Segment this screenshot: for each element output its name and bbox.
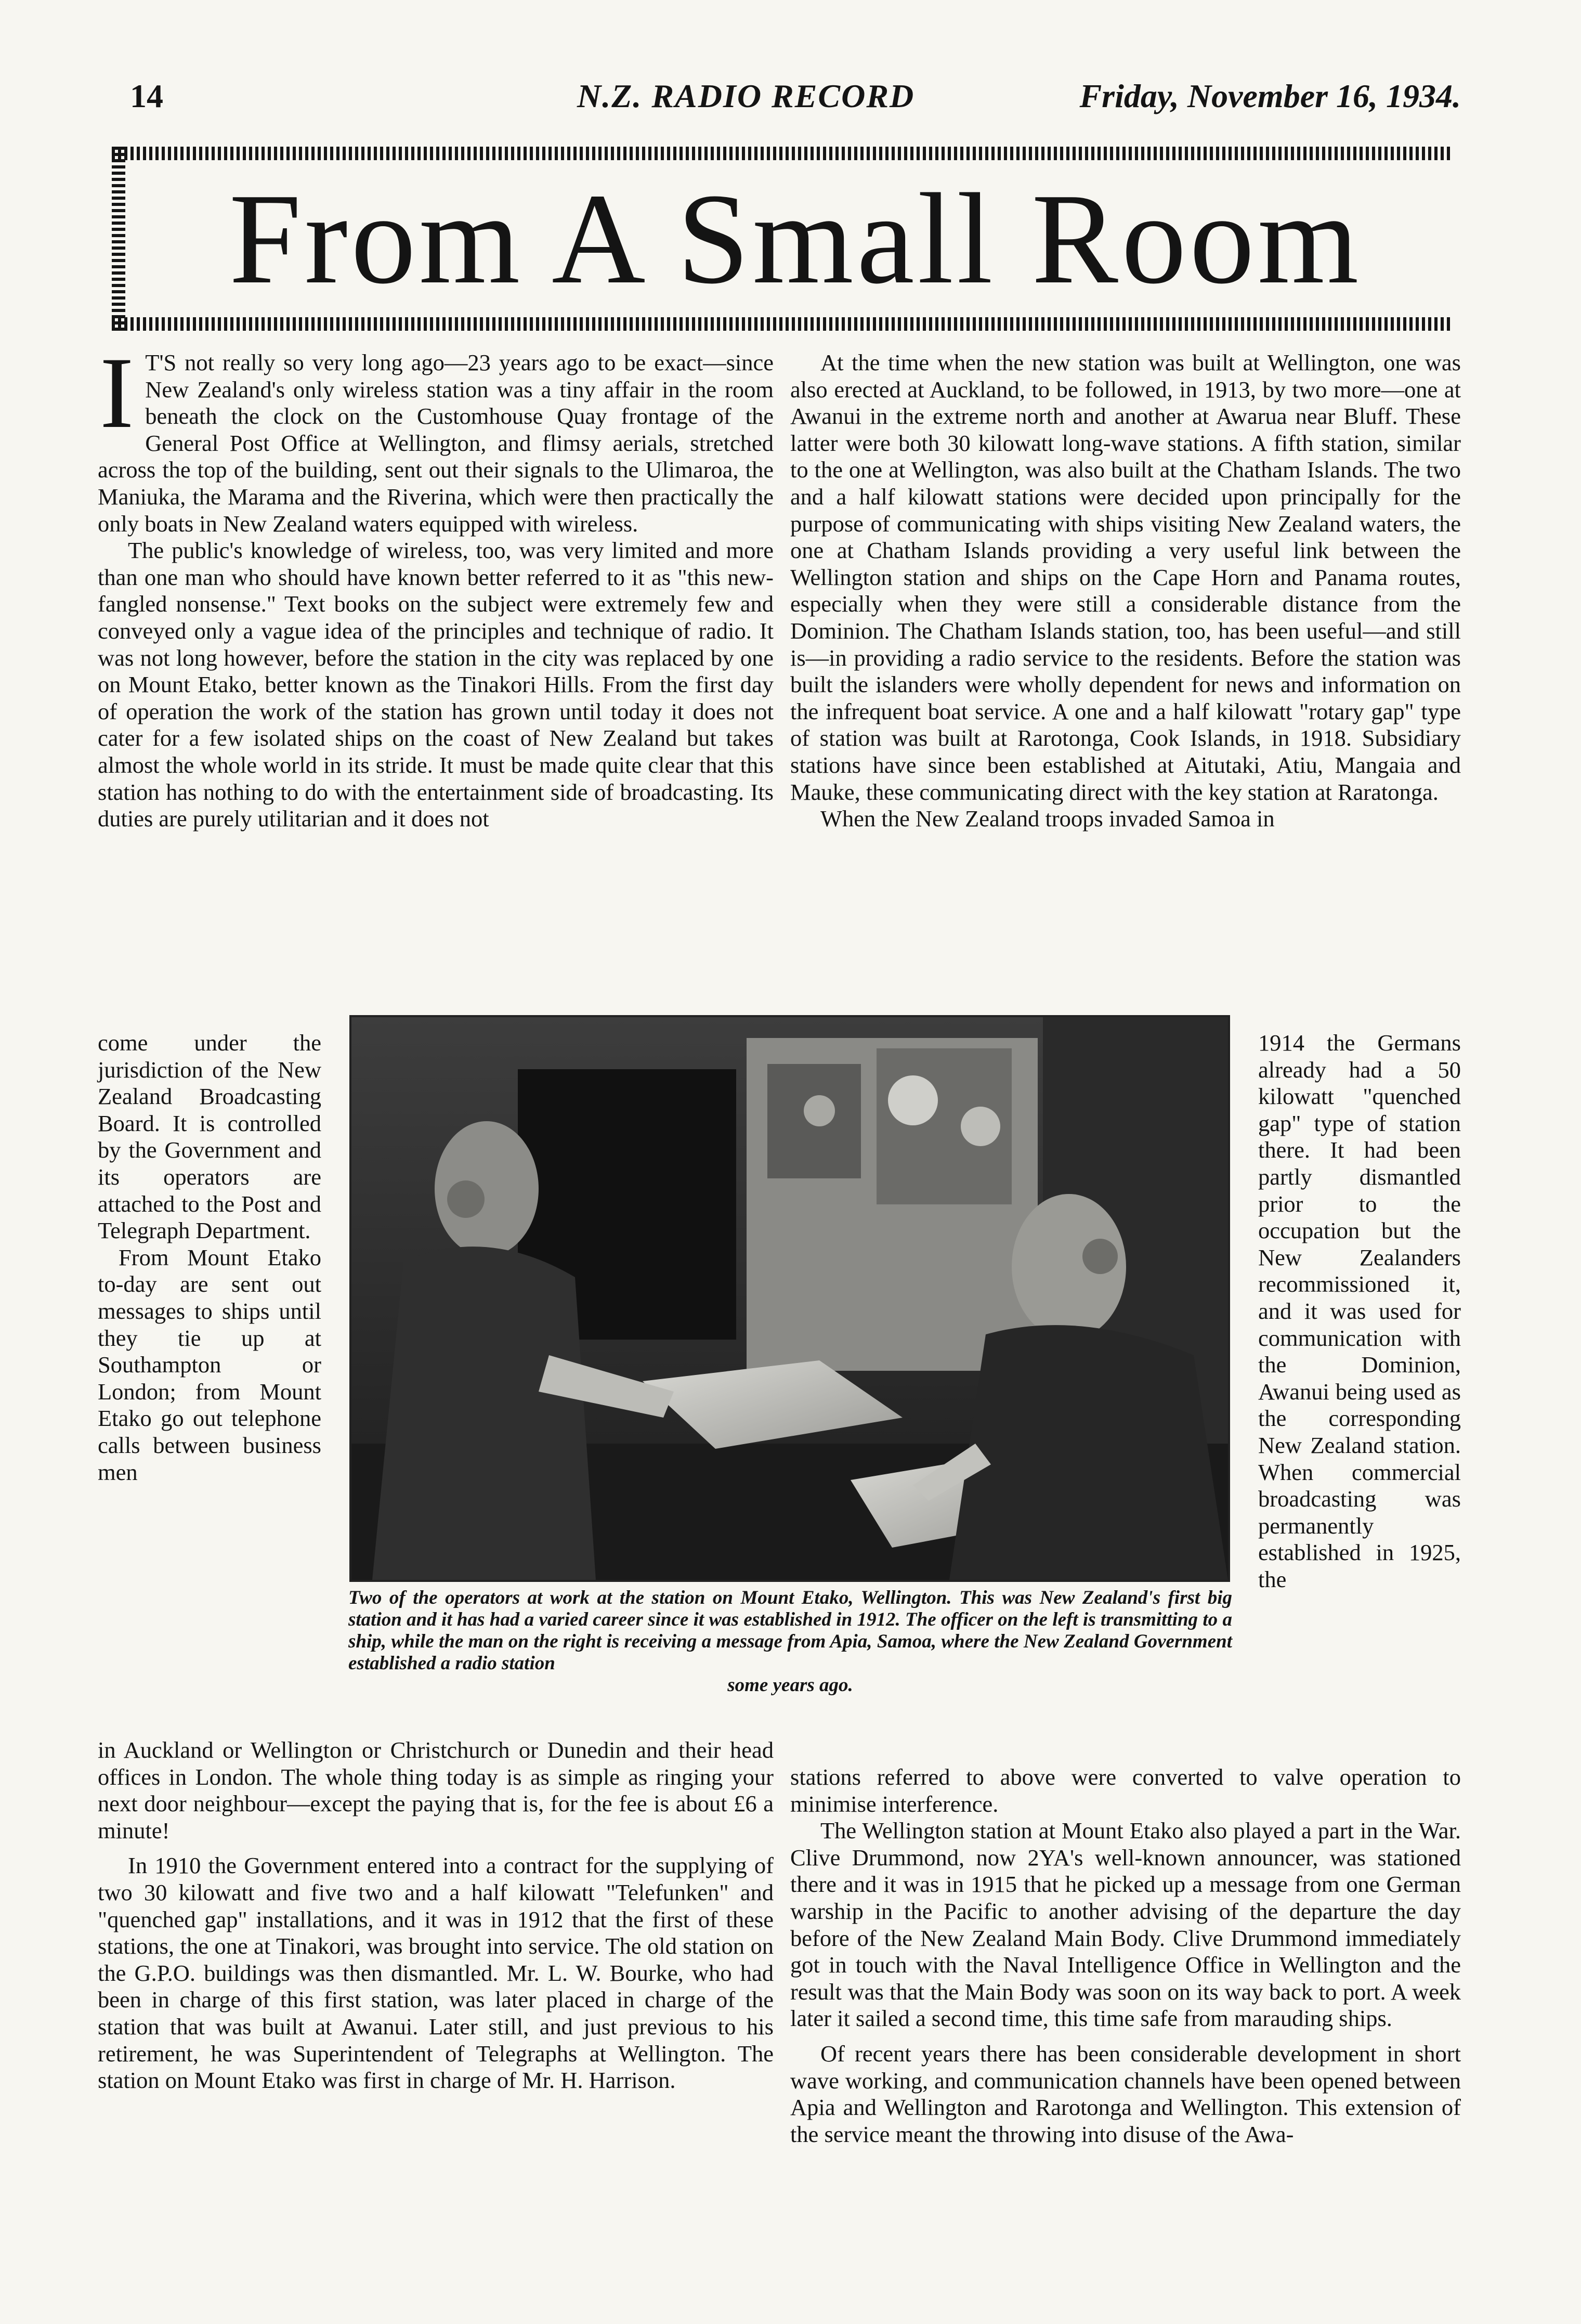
paragraph: The public's knowledge of wireless, too, was very limited and more than one man who should have known better referred to it as "this new-fangled nonsense." Text books on the subject were extremely few and conveyed only a vague idea of the principles and technique of radio. It was not long however, before the station in the city was replaced by one on Mount Etako, better known as the Tinakori Hills. From the first day of operation the work of the station has grown until today it does not cater for a few isolated ships on the coast of New Zealand but takes almost the whole world in its stride. It must be made quite clear that this station has nothing to do with the entertainment side of broadcasting. Its duties are purely utilitarian and it does not: [98, 537, 774, 832]
page-number: 14: [130, 77, 163, 114]
column-left-top: [98, 336, 774, 833]
paragraph: From Mount Etako to-day are sent out messages to ships until they tie up at Southampton or London; from Mount Etako go out telephone calls between business men: [98, 1244, 321, 1485]
photo-illustration: [351, 1017, 1228, 1580]
paragraph: I T'S not really so very long ago—23 years ago to be exact—since New Zealand's only wireless station was a tiny affair in the room beneath the clock on the Customhouse Quay frontage of the General Post Office at Wellington, and flimsy aerials, stretched across the top of the building, sent out their signals to the Ulimaroa, the Maniuka, the Marama and the Riverina, which were then practically the only boats in New Zealand waters equipped with wireless.: [98, 336, 774, 537]
paragraph: come under the jurisdiction of the New Zealand Broadcasting Board. It is controlled by the Government and its operators are attached to the Post and Telegraph Department.: [98, 1030, 321, 1244]
paragraph: In 1910 the Government entered into a contract for the supplying of two 30 kilowatt and five two and a half kilowatt "Telefunken" and "quenched gap" installations, and it was in 1912 that the first of these stations, the one at Tinakori, was brought into service. The old station on the G.P.O. buildings was then dismantled. Mr. L. W. Bourke, who had been in charge of this first station, was later placed in charge of the station that was built at Awanui. Later still, and just previous to his retirement, he was Superintendent of Telegraphs at Wellington. The station on Mount Etako was first in charge of Mr. H. Harrison.: [98, 1852, 774, 2094]
photo-caption: Two of the operators at work at the station on Mount Etako, Wellington. This was New Zealand's first big station and it has had a varied career since it was established in 1912. The officer on the left is transmitting to a ship, while the man on the right is receiving a message from Apia, Samoa, where the New Zealand Government established a radio station some years ago.: [348, 1587, 1232, 1696]
paragraph: The Wellington station at Mount Etako also played a part in the War. Clive Drummond, now 2YA's well-known announcer, was stationed there and it was in 1915 that he picked up a message from one German warship in the Pacific to another advising of the departure the day before of the New Zealand Main Body. Clive Drummond immediately got in touch with the Naval Intelligence Office in Wellington and the result was that the Main Body was soon on its way back to port. A week later it sailed a second time, this time safe from marauding ships.: [790, 1817, 1461, 2032]
column-right-wrap: [1258, 1030, 1461, 1593]
drop-cap: I: [100, 336, 134, 449]
title-rule-bottom: [112, 317, 1453, 331]
article-title: From A Small Room: [229, 167, 1362, 311]
publication-name: N.Z. RADIO RECORD: [577, 77, 915, 114]
title-rule-top: [112, 147, 1453, 160]
column-left-bottom: [98, 1737, 774, 2094]
column-left-wrap: [98, 1030, 321, 1486]
paragraph: Of recent years there has been considerable development in short wave working, and communication channels have been opened between Apia and Wellington and Rarotonga and Wellington. This extension of the service meant the throwing into disuse of the Awa-: [790, 2040, 1461, 2147]
paragraph: 1914 the Germans already had a 50 kilowatt "quenched gap" type of station there. It had been partly dismantled prior to the occupation but the New Zealanders recommissioned it, and it was used for communication with the Dominion, Awanui being used as the corresponding New Zealand station. When commercial broadcasting was permanently established in 1925, the: [1258, 1030, 1461, 1592]
paragraph: When the New Zealand troops invaded Samoa in: [820, 806, 1275, 832]
operators-photo: [349, 1015, 1230, 1582]
column-right-top: [790, 349, 1461, 833]
column-right-bottom: [790, 1764, 1461, 2148]
title-rule-left: [112, 147, 125, 331]
running-header: [130, 77, 1461, 119]
paragraph: in Auckland or Wellington or Christchurch or Dunedin and their head offices in London. The whole thing today is as simple as ringing your next door neighbour—except the paying that is, for the fee is about £6 a minute!: [98, 1737, 774, 1843]
issue-date: Friday, November 16, 1934.: [1079, 77, 1461, 114]
paragraph: At the time when the new station was built at Wellington, one was also erected at Auckland, to be followed, in 1913, by two more—one at Awanui in the extreme north and another at Awarua near Bluff. These latter were both 30 kilowatt long-wave stations. A fifth station, similar to the one at Wellington, was also built at the Chatham Islands. The two and a half kilowatt stations were decided upon principally for the purpose of communicating with ships visiting New Zealand waters, the one at Chatham Islands providing a very useful link between the Wellington station and ships on the Cape Horn and Panama routes, especially when they were still a considerable distance from the Dominion. The Chatham Islands station, too, has been useful—and still is—in providing a radio service to the residents. Before the station was built the islanders were wholly dependent for news and information on the infrequent boat service. A one and a half kilowatt "rotary gap" type of station was built at Rarotonga, Cook Islands, in 1918. Subsidiary stations have since been established at Aitutaki, Atiu, Mangaia and Mauke, these communicating direct with the key station at Raratonga.: [790, 349, 1461, 805]
paragraph: stations referred to above were converted to valve operation to minimise interference.: [790, 1764, 1461, 1817]
